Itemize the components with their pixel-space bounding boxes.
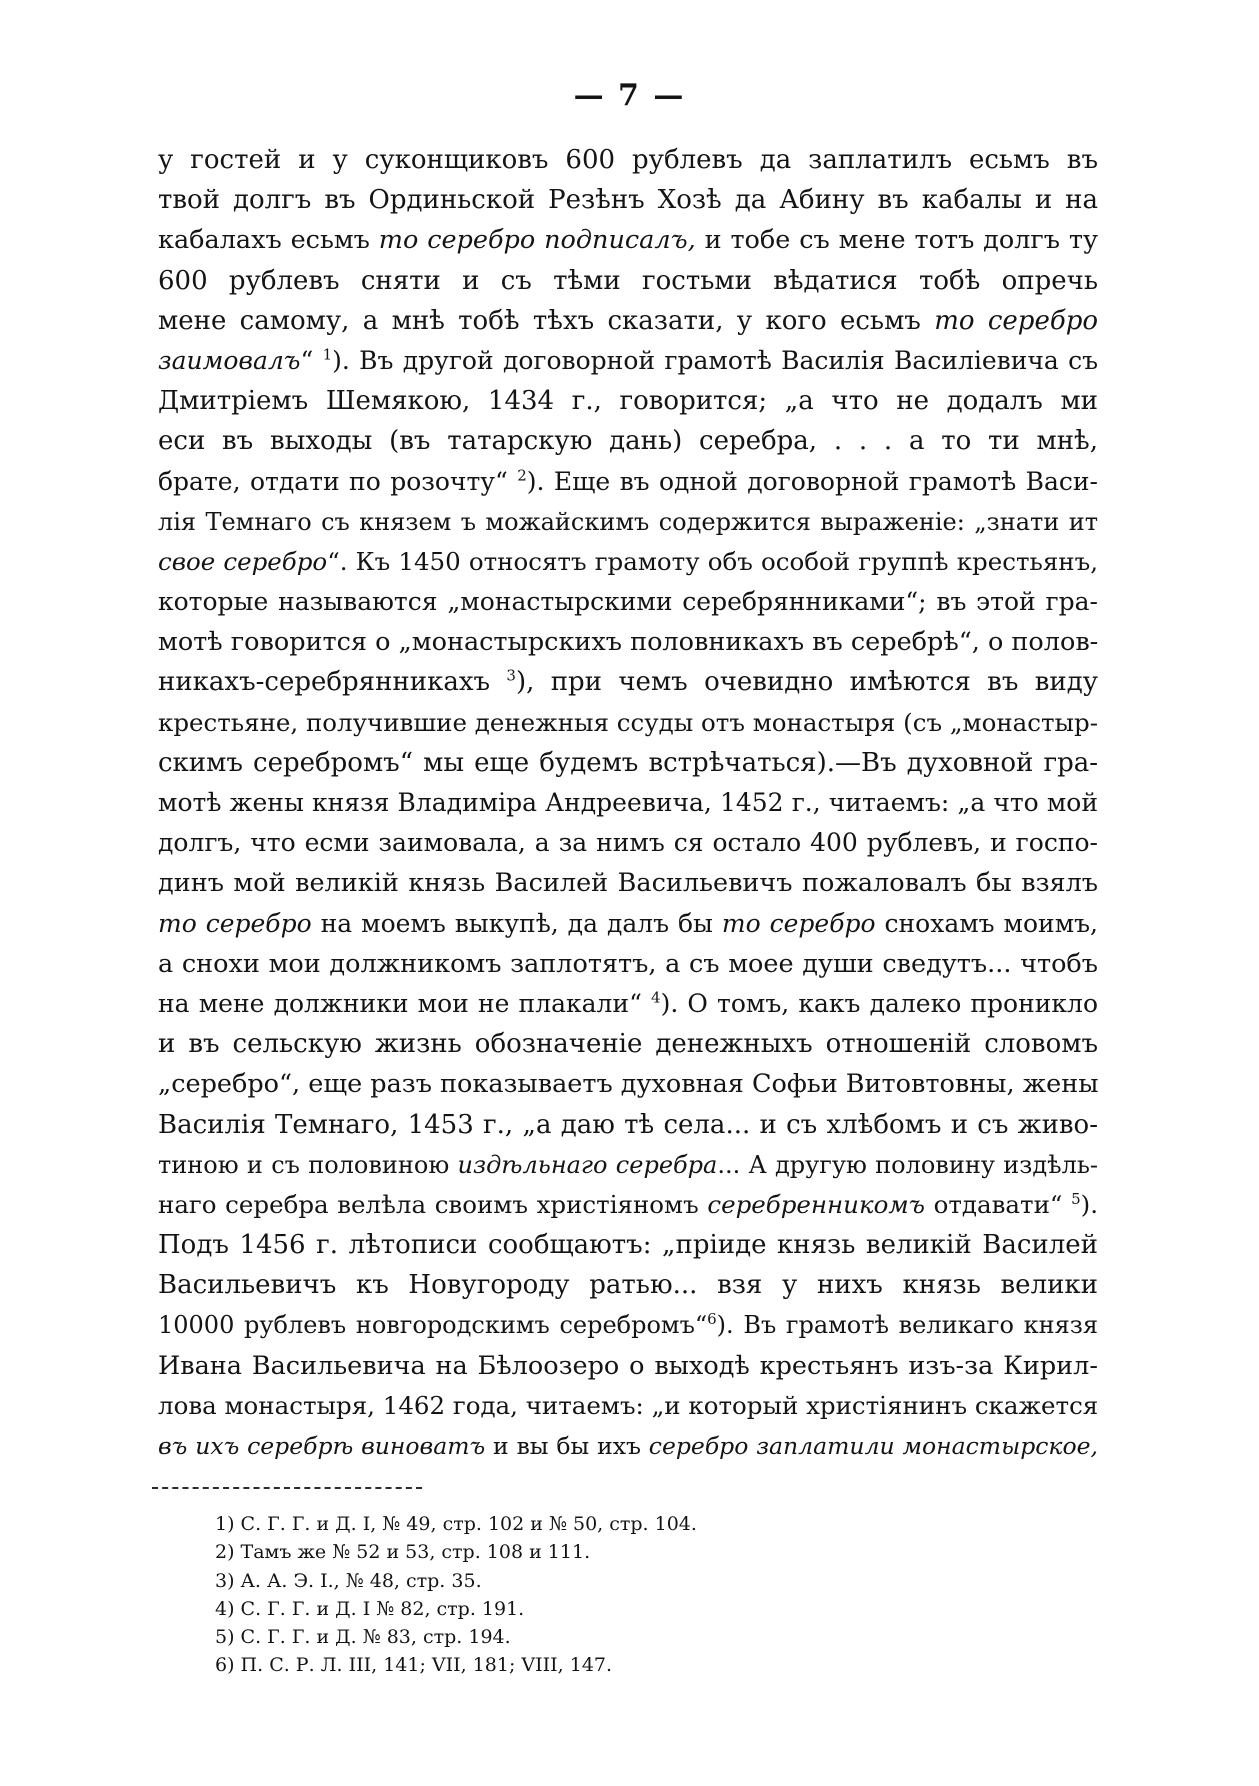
footnote: 3) А. А. Э. I., № 48, стр. 35. [215, 1569, 482, 1592]
text-run: тиною и съ половиною [158, 1150, 458, 1179]
text-run: брате, отдати по розочту“ [158, 466, 518, 496]
footnote-ref: 1 [322, 345, 333, 364]
text-line [158, 1105, 1098, 1145]
text-run: Васильевичъ къ Новугороду ратью... взя у нихъ князь велики [158, 1270, 1098, 1301]
italic-quote: то серебро [934, 305, 1099, 336]
body-text [158, 140, 1098, 1466]
text-run: на моемъ выкупѣ, да далъ бы [311, 908, 722, 938]
text-line [158, 140, 1098, 180]
text-line [158, 662, 1098, 702]
text-line [158, 1305, 1098, 1345]
text-line [158, 301, 1098, 341]
text-run: наго серебра велѣла своимъ христіяномъ [158, 1189, 708, 1219]
text-line [158, 180, 1098, 220]
text-line [158, 462, 1098, 502]
text-run: “. Къ 1450 относятъ грамоту объ особой группѣ крестьянъ, [327, 546, 1099, 576]
text-line [158, 944, 1098, 984]
italic-quote: серебренникомъ [707, 1189, 925, 1219]
text-line [158, 1386, 1098, 1426]
italic-quote: свое серебро [158, 546, 328, 576]
text-line [158, 1346, 1098, 1386]
text-line [158, 502, 1098, 542]
footnote-ref: 2 [517, 466, 527, 485]
text-line [158, 542, 1098, 582]
text-run: ). Въ грамотѣ великаго князя [716, 1311, 1098, 1340]
text-run: “ [300, 345, 323, 375]
text-run: динъ мой великій князь Василей Васильевичъ пожаловалъ бы взялъ [158, 868, 1098, 899]
footnote: 6) П. С. Р. Л. III, 141; VII, 181; VIII, 147. [215, 1654, 613, 1677]
text-run: лія Темнаго съ князем ъ можайскимъ содержится выраженіе: „знати ит [158, 507, 1098, 536]
italic-quote: серебро заплатили монастырское, [648, 1432, 1098, 1460]
text-run: у гостей и у суконщиковъ 600 рублевъ да заплатилъ есьмъ въ [158, 145, 1098, 175]
text-run: мотѣ жены князя Владиміра Андреевича, 1452 г., читаемъ: „а что мой [158, 788, 1098, 817]
footnote-ref: 3 [506, 666, 516, 685]
text-run: Подъ 1456 г. лѣтописи сообщаютъ: „пріиде князь великій Василей [158, 1230, 1098, 1261]
text-run: Ивана Васильевича на Бѣлоозеро о выходѣ крестьянъ изъ-за Кирил- [158, 1350, 1098, 1381]
text-run: твой долгъ въ Ординьской Резѣнъ Хозѣ да Абину въ кабалы и на [158, 185, 1098, 216]
text-run: ). О томъ, какъ далеко проникло [660, 988, 1098, 1018]
text-run: и вы бы ихъ [485, 1432, 649, 1460]
text-line [158, 220, 1098, 260]
text-run: скимъ серебромъ“ мы еще будемъ встрѣчаться).—Въ духовной гра- [158, 747, 1098, 778]
italic-quote: въ ихъ серебрѣ виноватъ [158, 1432, 486, 1460]
text-line [158, 1145, 1098, 1185]
text-line [158, 863, 1098, 903]
text-run: мене самому, а мнѣ тобѣ тѣхъ сказати, у кого есьмъ [158, 305, 935, 336]
text-line [158, 1064, 1098, 1104]
text-run: кабалахъ есьмъ [158, 225, 379, 256]
text-line [158, 984, 1098, 1024]
text-run: „серебро“, еще разъ показываетъ духовная Софьи Витовтовны, жены [158, 1069, 1099, 1100]
text-run: лова монастыря, 1462 года, читаемъ: „и который христіянинъ скажется [158, 1390, 1099, 1420]
text-line [158, 381, 1098, 421]
footnote-separator [152, 1487, 422, 1489]
text-line [158, 1185, 1098, 1225]
text-run: ... А другую половину издѣль- [717, 1150, 1098, 1179]
italic-quote: то серебро [158, 908, 312, 938]
text-run: Дмитріемъ Шемякою, 1434 г., говорится; „а что не додалъ ми [158, 386, 1098, 417]
text-line [158, 743, 1098, 783]
footnote: 2) Тамъ же № 52 и 53, стр. 108 и 111. [215, 1541, 591, 1564]
text-run: ). Въ другой договорной грамотѣ Василія Василіевича съ [332, 345, 1099, 375]
text-run: а снохи мои должникомъ заплотятъ, а съ моее души сведутъ... чтобъ [158, 948, 1098, 979]
text-line [158, 904, 1098, 944]
footnote-ref: 6 [707, 1310, 717, 1329]
text-run: мотѣ говорится о „монастырскихъ половникахъ въ серебрѣ“, о полов- [158, 627, 1099, 658]
text-run: ), при чемъ очевидно имѣются въ виду [515, 667, 1098, 698]
text-run: 10000 рублевъ новгородскимъ серебромъ“ [158, 1311, 708, 1340]
text-run: и въ сельскую жизнь обозначеніе денежныхъ отношеній словомъ [158, 1029, 1098, 1060]
text-run: и тобе съ мене тотъ долгъ ту [695, 225, 1098, 256]
text-run: никахъ-серебрянникахъ [158, 667, 507, 698]
italic-quote: то серебро [721, 908, 876, 938]
text-line [158, 421, 1098, 461]
text-line [158, 1426, 1098, 1466]
footnote-ref: 4 [651, 988, 661, 1007]
text-run: крестьяне, получившие денежныя ссуды отъ монастыря (съ „монастыр- [158, 707, 1098, 737]
text-run: Василія Темнаго, 1453 г., „а даю тѣ села... и съ хлѣбомъ и съ живо- [158, 1109, 1098, 1140]
text-run: отдавати“ [924, 1189, 1072, 1219]
footnote: 1) С. Г. Г. и Д. I, № 49, стр. 102 и № 50, стр. 104. [215, 1513, 697, 1535]
text-line [158, 622, 1098, 662]
text-line [158, 1024, 1098, 1064]
page-number: — 7 — [573, 78, 686, 113]
text-line [158, 1265, 1098, 1305]
text-line [158, 341, 1098, 381]
italic-quote: то серебро подписалъ, [378, 225, 696, 256]
text-line [158, 703, 1098, 743]
text-run: ). Еще въ одной договорной грамотѣ Васи- [526, 466, 1099, 496]
text-run: еси въ выходы (въ татарскую дань) серебра, . . . а то ти мнѣ, [158, 426, 1098, 457]
text-run: снохамъ моимъ, [875, 908, 1098, 938]
footnotes [215, 1510, 915, 1680]
italic-quote: издѣльнаго серебра [457, 1150, 718, 1179]
footnote: 4) С. Г. Г. и Д. I № 82, стр. 191. [215, 1597, 525, 1620]
text-run: на мене должники мои не плакали“ [158, 988, 652, 1018]
text-run: долгъ, что есми заимовала, а за нимъ ся остало 400 рублевъ, и госпо- [158, 828, 1098, 858]
text-line [158, 823, 1098, 863]
text-run: ). [1080, 1189, 1098, 1219]
footnote-ref: 5 [1071, 1189, 1081, 1208]
text-line [158, 261, 1098, 301]
text-line [158, 783, 1098, 823]
text-run: 600 рублевъ сняти и съ тѣми гостьми вѣдатися тобѣ опречь [158, 265, 1098, 296]
text-run: которые называются „монастырскими серебрянниками“; въ этой гра- [158, 587, 1098, 617]
footnote: 5) С. Г. Г. и Д. № 83, стр. 194. [215, 1626, 511, 1649]
italic-quote: заимовалъ [158, 345, 301, 375]
text-line [158, 582, 1098, 622]
text-line [158, 1225, 1098, 1265]
